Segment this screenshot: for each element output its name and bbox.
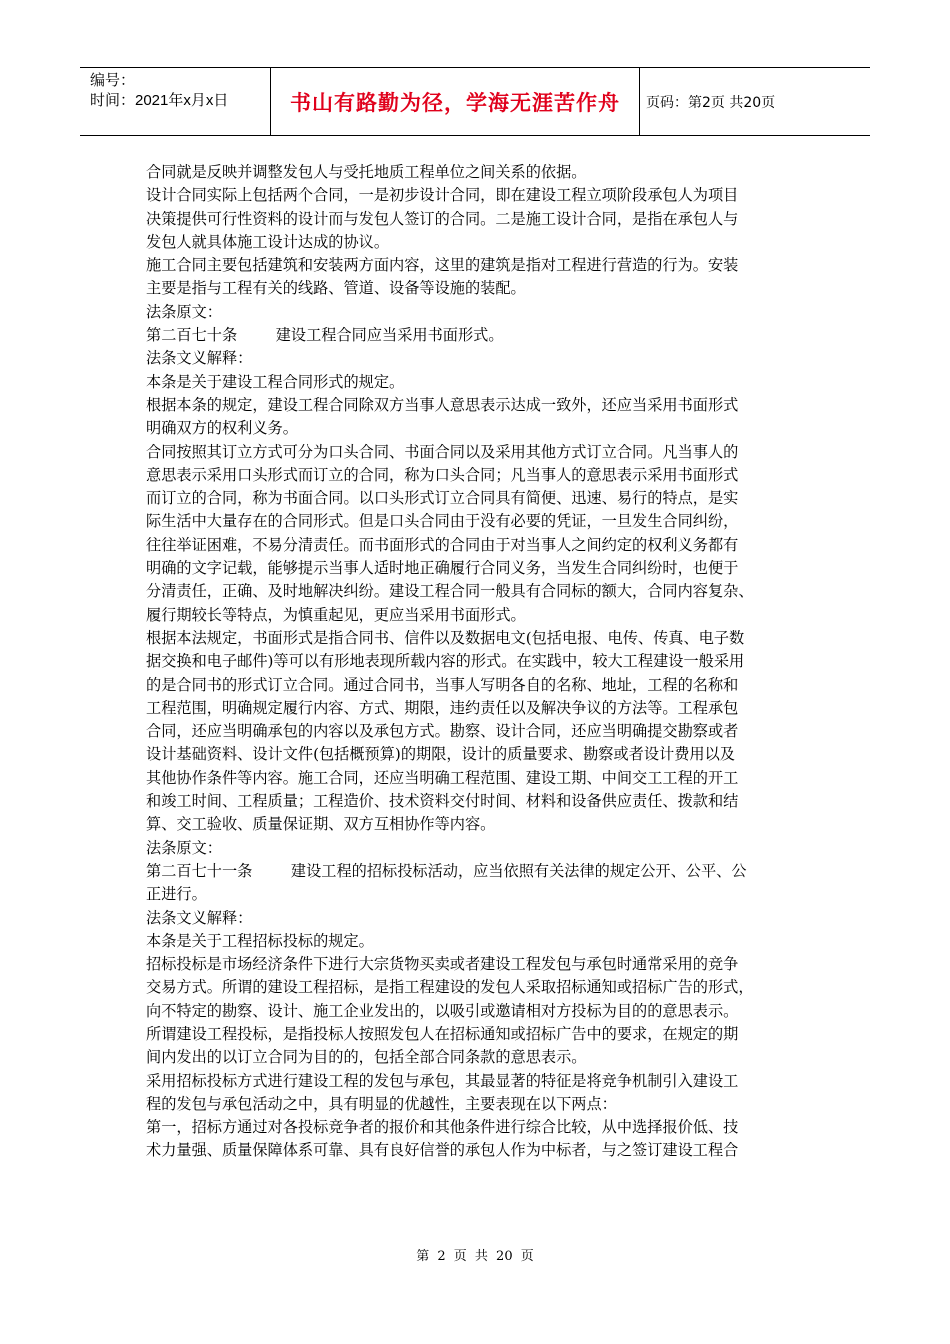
body-line: 其他协作条件等内容。施工合同，还应当明确工程范围、建设工期、中间交工工程的开工 xyxy=(146,768,739,787)
body-line: 交易方式。所谓的建设工程招标，是指工程建设的发包人采取招标通知或招标广告的形式， xyxy=(146,978,754,997)
body-line: 算、交工验收、质量保证期、双方互相协作等内容。 xyxy=(146,815,496,834)
serial-number-label: 编号： xyxy=(90,72,136,89)
body-line: 合同，还应当明确承包的内容以及承包方式。勘察、设计合同，还应当明确提交勘察或者 xyxy=(146,722,739,741)
body-line: 程的发包与承包活动之中，具有明显的优越性，主要表现在以下两点： xyxy=(146,1094,617,1113)
body-line: 明确双方的权利义务。 xyxy=(146,419,298,438)
body-line: 的是合同书的形式订立合同。通过合同书，当事人写明各自的名称、地址，工程的名称和 xyxy=(146,675,739,694)
footer-page-number: 第 2 页 共 20 页 xyxy=(416,1249,534,1264)
body-line: 根据本条的规定，建设工程合同除双方当事人意思表示达成一致外，还应当采用书面形式 xyxy=(146,395,739,414)
body-line: 决策提供可行性资料的设计而与发包人签订的合同。二是施工设计合同，是指在承包人与 xyxy=(146,209,739,228)
body-line: 意思表示采用口头形式而订立的合同，称为口头合同；凡当事人的意思表示采用书面形式 xyxy=(146,465,739,484)
body-line: 履行期较长等特点，为慎重起见，更应当采用书面形式。 xyxy=(146,605,526,624)
body-line: 明确的文字记载，能够提示当事人适时地正确履行合同义务，当发生合同纠纷时，也便于 xyxy=(146,559,739,578)
body-line: 术力量强、质量保障体系可靠、具有良好信誉的承包人作为中标者，与之签订建设工程合 xyxy=(146,1141,739,1160)
body-line: 分清责任，正确、及时地解决纠纷。建设工程合同一般具有合同标的额大，合同内容复杂、 xyxy=(146,582,754,601)
body-line: 往往举证困难，不易分清责任。而书面形式的合同由于对当事人之间约定的权利义务都有 xyxy=(146,535,739,554)
body-line: 而订立的合同，称为书面合同。以口头形式订立合同具有简便、迅速、易行的特点，是实 xyxy=(146,489,739,508)
body-line: 法条原文： xyxy=(146,838,222,857)
body-line: 间内发出的以订立合同为目的的，包括全部合同条款的意思表示。 xyxy=(146,1048,587,1067)
body-line: 招标投标是市场经济条件下进行大宗货物买卖或者建设工程发包与承包时通常采用的竞争 xyxy=(146,955,739,974)
body-line: 第二百七十一条 建设工程的招标投标活动，应当依照有关法律的规定公开、公平、公 xyxy=(146,861,747,880)
header-meta xyxy=(80,68,270,135)
body-line: 工程范围，明确规定履行内容、方式、期限，违约责任以及解决争议的方法等。工程承包 xyxy=(146,698,739,717)
body-line: 发包人就具体施工设计达成的协议。 xyxy=(146,232,389,251)
body-line: 和竣工时间、工程质量；工程造价、技术资料交付时间、材料和设备供应责任、拨款和结 xyxy=(146,792,739,811)
body-line: 第二百七十条 建设工程合同应当采用书面形式。 xyxy=(146,326,504,345)
page-footer xyxy=(0,1245,950,1264)
body-line: 第一，招标方通过对各投标竞争者的报价和其他条件进行综合比较，从中选择报价低、技 xyxy=(146,1118,739,1137)
body-line: 据交换和电子邮件)等可以有形地表现所载内容的形式。在实践中，较大工程建设一般采用 xyxy=(146,652,745,671)
header-motto-cell xyxy=(270,68,640,135)
document-body xyxy=(146,161,806,1163)
body-line: 本条是关于工程招标投标的规定。 xyxy=(146,931,374,950)
body-line: 根据本法规定，书面形式是指合同书、信件以及数据电文(包括电报、电传、传真、电子数 xyxy=(146,628,745,647)
motto-text: 书山有路勤为径，学海无涯苦作舟 xyxy=(290,90,620,115)
body-line: 本条是关于建设工程合同形式的规定。 xyxy=(146,372,405,391)
date-label: 时间：2021年x月x日 xyxy=(90,92,229,109)
body-line: 正进行。 xyxy=(146,885,207,904)
body-line: 法条原文： xyxy=(146,302,222,321)
body-line: 合同就是反映并调整发包人与受托地质工程单位之间关系的依据。 xyxy=(146,163,587,181)
body-line: 施工合同主要包括建筑和安装两方面内容，这里的建筑是指对工程进行营造的行为。安装 xyxy=(146,256,739,275)
body-line: 设计合同实际上包括两个合同，一是初步设计合同，即在建设工程立项阶段承包人为项目 xyxy=(146,186,739,205)
page-number-info: 页码：第2页 共20页 xyxy=(646,94,776,111)
body-line: 设计基础资料、设计文件(包括概预算)的期限，设计的质量要求、勘察或者设计费用以及 xyxy=(146,745,735,764)
body-line: 所谓建设工程投标，是指投标人按照发包人在招标通知或招标广告中的要求，在规定的期 xyxy=(146,1024,739,1043)
page-header xyxy=(80,67,870,136)
body-line: 法条文义解释： xyxy=(146,908,253,927)
body-line: 法条文义解释： xyxy=(146,349,253,368)
body-line: 向不特定的勘察、设计、施工企业发出的，以吸引或邀请相对方投标为目的的意思表示。 xyxy=(146,1001,739,1020)
header-page-cell xyxy=(640,68,870,135)
body-line: 主要是指与工程有关的线路、管道、设备等设施的装配。 xyxy=(146,279,526,298)
body-line: 合同按照其订立方式可分为口头合同、书面合同以及采用其他方式订立合同。凡当事人的 xyxy=(146,442,739,461)
body-line: 际生活中大量存在的合同形式。但是口头合同由于没有必要的凭证，一旦发生合同纠纷， xyxy=(146,512,739,531)
body-line: 采用招标投标方式进行建设工程的发包与承包，其最显著的特征是将竞争机制引入建设工 xyxy=(146,1071,739,1090)
